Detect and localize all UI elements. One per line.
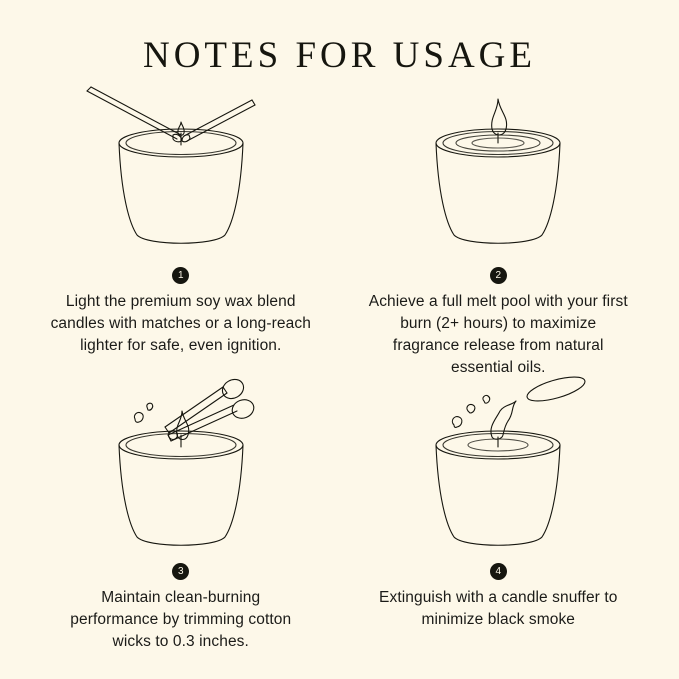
step-card-4 xyxy=(340,379,658,671)
step-caption: Achieve a full melt pool with your first burn (2+ hours) to maximize fragrance release from natural essential oils. xyxy=(368,293,628,376)
page-title: NOTES FOR USAGE xyxy=(142,35,537,76)
step-card-1 xyxy=(22,83,340,379)
step-caption: Extinguish with a candle snuffer to minimize black smoke xyxy=(379,589,618,628)
step-caption: Maintain clean-burning performance by trimming cotton wicks to 0.3 inches. xyxy=(70,589,292,650)
candle-full-melt-pool-icon xyxy=(368,83,628,261)
step-card-2 xyxy=(340,83,658,379)
step-caption: Light the premium soy wax blend candles with matches or a long-reach lighter for safe, even ignition. xyxy=(50,293,311,354)
candle-with-snuffer-icon xyxy=(368,379,628,557)
step-number-badge: 1 xyxy=(172,267,189,284)
step-number-badge: 3 xyxy=(172,563,189,580)
step-card-3 xyxy=(22,379,340,671)
steps-grid xyxy=(0,83,679,671)
step-number-badge: 2 xyxy=(490,267,507,284)
candle-with-wick-trimmer-icon xyxy=(51,379,311,557)
candle-with-matches-icon xyxy=(51,83,311,261)
step-number-badge: 4 xyxy=(490,563,507,580)
